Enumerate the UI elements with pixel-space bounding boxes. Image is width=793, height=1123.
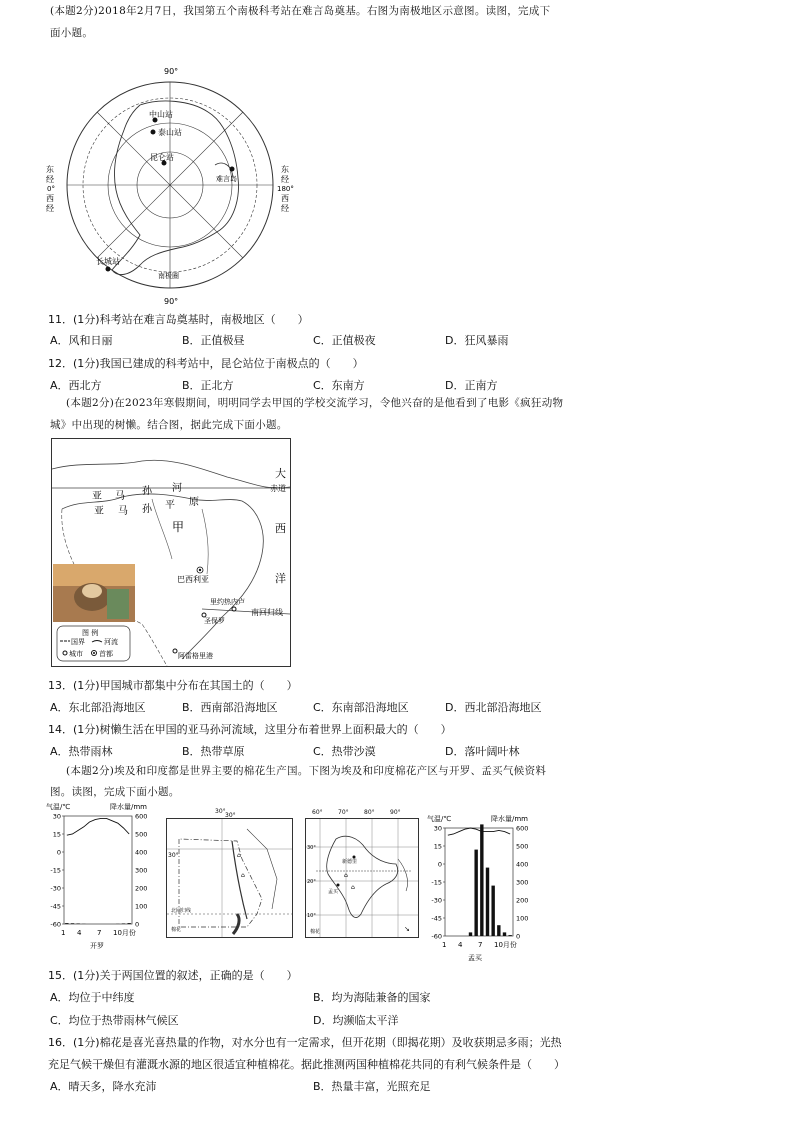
changcheng-marker <box>106 267 111 272</box>
mumbai-x-tick-0: 1 <box>442 941 447 949</box>
atlantic-label-2: 西 <box>275 522 286 535</box>
plain-char-1: 马 <box>118 506 128 517</box>
india-lat-20: 20° <box>307 879 316 885</box>
question-16: 16．(1分)棉花是喜光喜热量的作物，对水分也有一定需求，但开花期（即揭花期）及收获期忌多雨；光热 <box>48 1036 562 1049</box>
india-lon-70: 70° <box>338 809 349 816</box>
climate_cairo-temp-tick: -15 <box>50 866 61 875</box>
station-nanyan: 难言岛 <box>216 175 237 183</box>
climate_mumbai-precip-tick: 400 <box>516 860 529 869</box>
equator-label: 赤道 <box>270 484 286 493</box>
legend-border: 国界 <box>71 638 85 646</box>
india-lon-90: 90° <box>390 809 401 816</box>
station-kunlun: 昆仑站 <box>150 153 174 162</box>
climate_cairo-temp-tick: 30 <box>52 812 61 821</box>
tropic-label: 南回归线 <box>251 608 283 617</box>
map1-right-2: 180° <box>277 185 294 193</box>
city1-label: 里约热内卢 <box>210 598 245 606</box>
q15-option-c[interactable]: C．均位于热带雨林气候区 <box>50 1014 179 1027</box>
india-city1-label: 新德里 <box>342 859 358 865</box>
intro-text-1b: 面小题。 <box>50 27 94 39</box>
svg-text:⌂: ⌂ <box>351 884 355 891</box>
mumbai-temp-axis-label: 气温/℃ <box>427 815 452 823</box>
climate_cairo-temp-tick: 15 <box>52 830 61 839</box>
climate_mumbai-precip-bar <box>497 925 500 936</box>
climate_mumbai-temp-tick: -45 <box>431 914 442 923</box>
antarctica-map <box>40 60 300 310</box>
plain-char-3: 平 <box>165 500 175 511</box>
climate_cairo-temp-tick: 0 <box>56 848 61 857</box>
mumbai-x-tick-3: 10月份 <box>494 941 517 949</box>
climate_mumbai-precip-bar <box>474 850 477 936</box>
q12-option-b[interactable]: B．正北方 <box>182 379 234 392</box>
climate_cairo-precip-tick: 600 <box>135 812 148 821</box>
nanyan-marker <box>230 167 235 172</box>
taishan-marker <box>151 130 156 135</box>
question-16b: 充足气候干燥但有灌溉水源的地区很适宜种植棉花。据此推测两国种植棉花共同的有利气候条件是（ ） <box>48 1058 565 1071</box>
climate_cairo-temp-tick: -60 <box>50 920 61 929</box>
mumbai-x-tick-2: 7 <box>478 941 483 949</box>
climate_cairo-precip-tick: 0 <box>135 920 140 929</box>
capital-label: 巴西利亚 <box>177 575 209 584</box>
station-zhongshan: 中山站 <box>149 110 173 119</box>
mumbai-precip-axis-label: 降水量/mm <box>491 815 528 823</box>
climate_cairo-precip-tick: 200 <box>135 884 148 893</box>
climate_cairo-temp-tick: -45 <box>50 902 61 911</box>
climate_mumbai-precip-bar <box>486 868 489 936</box>
q16-option-a[interactable]: A．晴天多，降水充沛 <box>50 1080 157 1093</box>
q13-option-c[interactable]: C．东南部沿海地区 <box>313 701 409 714</box>
question-12: 12．(1分)我国已建成的科考站中，昆仑站位于南极点的（ ） <box>48 357 364 370</box>
cairo-city-label: 开罗 <box>90 942 104 950</box>
map1-left-2: 0° <box>47 185 55 193</box>
india-lat-10: 10° <box>307 913 316 919</box>
river-char-1: 马 <box>115 491 125 502</box>
intro-text-3b: 图。读图，完成下面小题。 <box>50 786 180 798</box>
city1-marker <box>232 607 236 611</box>
climate_mumbai-precip-tick: 500 <box>516 842 529 851</box>
legend-river: 河流 <box>104 638 118 646</box>
climate_mumbai-precip-tick: 0 <box>516 932 521 941</box>
climate_mumbai-temp-tick: -15 <box>431 878 442 887</box>
map1-right-0: 东 <box>281 165 289 174</box>
climate_mumbai-temp-tick: -30 <box>431 896 442 905</box>
climate_cairo-precip-tick: 500 <box>135 830 148 839</box>
question-13: 13．(1分)甲国城市都集中分布在其国土的（ ） <box>48 679 298 692</box>
q12-option-d[interactable]: D．正南方 <box>445 379 498 392</box>
climate_cairo-precip-tick: 100 <box>135 902 148 911</box>
cairo-temp-axis-label: 气温/℃ <box>46 803 71 811</box>
climate_mumbai-temp-line <box>448 828 510 835</box>
climate_cairo-temp-tick: -30 <box>50 884 61 893</box>
climate_mumbai-precip-bar <box>491 886 494 936</box>
cairo-x-tick-1: 4 <box>77 929 82 937</box>
climate_mumbai-precip-bar <box>480 824 483 936</box>
plain-char-2: 孙 <box>142 504 152 515</box>
q12-option-a[interactable]: A．西北方 <box>50 379 102 392</box>
station-taishan: 泰山站 <box>158 128 182 137</box>
climate_mumbai-precip-tick: 600 <box>516 824 529 833</box>
climate_mumbai-precip-tick: 100 <box>516 914 529 923</box>
antarctic-circle-label: 南极圈 <box>158 272 179 280</box>
q11-option-b[interactable]: B．正值极昼 <box>182 334 245 347</box>
cairo-climate-chart <box>42 800 164 956</box>
q13-option-a[interactable]: A．东北部沿海地区 <box>50 701 146 714</box>
map1-left-0: 东 <box>46 165 54 174</box>
question-11: 11．(1分)科考站在难言岛奠基时，南极地区（ ） <box>48 313 309 326</box>
map1-right-1: 经 <box>281 175 289 184</box>
map1-top-label: 90° <box>164 67 179 76</box>
river-char-0: 亚 <box>92 491 102 502</box>
city3-marker <box>173 649 177 653</box>
q16-option-b[interactable]: B．热量丰富，光照充足 <box>313 1080 431 1093</box>
svg-text:⌂: ⌂ <box>241 872 245 879</box>
q15-option-b[interactable]: B．均为海陆兼备的国家 <box>313 991 431 1004</box>
map1-left-4: 经 <box>46 204 54 213</box>
map1-left-1: 经 <box>46 175 54 184</box>
egypt-map <box>166 812 293 938</box>
city3-label: 阿雷格里港 <box>178 652 213 660</box>
atlantic-label-1: 大 <box>275 467 286 480</box>
climate_cairo-temp-line <box>67 818 129 835</box>
q11-option-c[interactable]: C．正值极夜 <box>313 334 376 347</box>
plain-char-0: 亚 <box>94 506 104 517</box>
south-america-map <box>51 438 291 667</box>
map1-left-3: 西 <box>46 194 54 203</box>
svg-text:⌂: ⌂ <box>344 872 348 879</box>
map1-bottom-label: 90° <box>164 297 179 306</box>
q11-option-d[interactable]: D．狂风暴雨 <box>445 334 509 347</box>
question-14: 14．(1分)树懒生活在甲国的亚马孙河流域，这里分布着世界上面积最大的（ ） <box>48 723 452 736</box>
legend-capital: 首都 <box>99 650 113 658</box>
climate_cairo-precip-bar <box>65 923 68 924</box>
q15-option-d[interactable]: D．均濒临太平洋 <box>313 1014 399 1027</box>
climate_mumbai-temp-tick: -60 <box>431 932 442 941</box>
map1-right-3: 西 <box>281 194 289 203</box>
legend-title: 图 例 <box>82 629 99 637</box>
climate_mumbai-temp-tick: 0 <box>437 860 442 869</box>
q14-option-b[interactable]: B．热带草原 <box>182 745 245 758</box>
q14-option-a[interactable]: A．热带雨林 <box>50 745 113 758</box>
cairo-precip-axis-label: 降水量/mm <box>110 803 147 811</box>
india-lon-60: 60° <box>312 809 323 816</box>
map1-right-4: 经 <box>281 204 289 213</box>
river-char-2: 孙 <box>142 486 152 497</box>
egypt-tropic-label: 北回归线 <box>171 908 192 914</box>
cairo-x-tick-3: 10月份 <box>113 929 136 937</box>
river-char-3: 河 <box>172 483 182 494</box>
india-lon-80: 80° <box>364 809 375 816</box>
plain-char-4: 原 <box>189 497 199 508</box>
climate_mumbai-precip-bar <box>469 932 472 936</box>
country-jia-label: 甲 <box>172 520 185 534</box>
q12-option-c[interactable]: C．东南方 <box>313 379 365 392</box>
climate_mumbai-precip-bar <box>503 932 506 936</box>
svg-text:↘: ↘ <box>404 925 410 933</box>
intro-text-2: (本题2分)在2023年寒假期间，明明同学去甲国的学校交流学习，令他兴奋的是他看到了电影《疯狂动物 <box>66 397 564 409</box>
egypt-lon-top: 30° <box>215 808 226 815</box>
india-lat-30: 30° <box>307 845 316 851</box>
climate_mumbai-precip-tick: 300 <box>516 878 529 887</box>
intro-text-3: (本题2分)埃及和印度都是世界主要的棉花生产国。下图为埃及和印度棉花产区与开罗、孟买气候资料 <box>66 765 547 777</box>
q14-option-d[interactable]: D．落叶阔叶林 <box>445 745 520 758</box>
q14-option-c[interactable]: C．热带沙漠 <box>313 745 376 758</box>
climate_mumbai-temp-tick: 15 <box>433 842 442 851</box>
q13-option-b[interactable]: B．西南部沿海地区 <box>182 701 278 714</box>
egypt-lon-label: 30° <box>225 812 236 819</box>
india-city2-label: 孟买 <box>328 889 339 895</box>
city2-label: 圣保罗 <box>204 617 225 625</box>
climate_cairo-precip-bar <box>127 923 130 924</box>
intro-text-1: (本题2分)2018年2月7日，我国第五个南极科考站在难言岛奠基。右图为南极地区示意图。读图，完成下 <box>50 5 551 17</box>
egypt-legend: 棉花 <box>171 927 182 933</box>
climate_cairo-precip-bar <box>71 923 74 924</box>
svg-text:⌂: ⌂ <box>237 852 241 859</box>
atlantic-label-3: 洋 <box>275 572 286 585</box>
india-map <box>305 818 419 938</box>
cairo-x-tick-2: 7 <box>97 929 102 937</box>
climate_cairo-precip-bar <box>122 923 125 924</box>
station-changcheng: 长城站 <box>96 257 120 266</box>
q11-option-a[interactable]: A．风和日丽 <box>50 334 113 347</box>
legend-city: 城市 <box>69 650 83 658</box>
climate_cairo-precip-tick: 400 <box>135 848 148 857</box>
egypt-lat-label: 30° <box>168 852 179 859</box>
cairo-x-tick-0: 1 <box>61 929 66 937</box>
mumbai-city-label: 孟买 <box>468 954 482 962</box>
mumbai-climate-chart <box>423 812 545 968</box>
intro-text-2b: 城》中出现的树懒。结合图，据此完成下面小题。 <box>50 419 288 431</box>
climate_cairo-precip-tick: 300 <box>135 866 148 875</box>
climate_cairo-precip-bar <box>76 923 79 924</box>
question-15: 15．(1分)关于两国位置的叙述，正确的是（ ） <box>48 969 298 982</box>
q13-option-d[interactable]: D．西北部沿海地区 <box>445 701 542 714</box>
mumbai-x-tick-1: 4 <box>458 941 463 949</box>
q15-option-a[interactable]: A．均位于中纬度 <box>50 991 135 1004</box>
climate_mumbai-temp-tick: 30 <box>433 824 442 833</box>
india-legend: 棉花 <box>310 929 321 935</box>
climate_mumbai-precip-bar <box>508 935 511 936</box>
climate_mumbai-precip-tick: 200 <box>516 896 529 905</box>
